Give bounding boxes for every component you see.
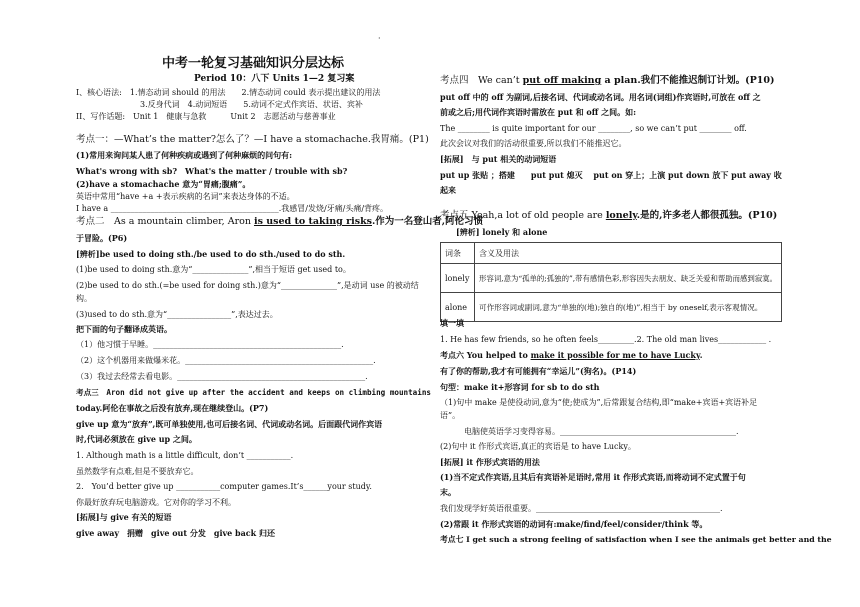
point-2-line-k: （3）我过去经常去看电影。_______________________________________________. xyxy=(76,372,368,381)
page-subtitle: Period 10：八下 Units 1—2 复习案 xyxy=(194,74,355,84)
point-4-line-b: 前或之后;用代词作宾语时需放在 put 和 off 之间。如: xyxy=(440,107,637,117)
point-6-line-a: 有了你的帮助,我才有可能拥有“幸运儿”(狗名)。(P14) xyxy=(440,366,637,376)
point-2-line-b: 于冒险。(P6) xyxy=(76,233,128,243)
point-2-line-i: （1）他习惯于早睡。_______________________________________________. xyxy=(76,340,344,349)
point-3-line-i: [拓展]与 give 有关的短语 xyxy=(76,512,172,522)
point-4-underline: put off making xyxy=(522,75,602,86)
point-2-underline: is used to taking risks xyxy=(253,216,372,227)
point-2-line-d: (1)be used to doing sth.意为“______________”,相当于短语 get used to。 xyxy=(76,265,351,274)
point-6-line-b: 句型：make it+形容词 for sb to do sth xyxy=(440,382,600,392)
point-3-line-c: give up 意为“放弃”,既可单独使用,也可后接名词、代词或动名词。后面跟代词作宾语 xyxy=(76,419,383,429)
point-2-heading xyxy=(76,216,483,227)
point-6-line-i: 末。 xyxy=(440,487,456,497)
table-header-cell: 词条 xyxy=(441,243,475,264)
point-6-line-k: (2)常跟 it 作形式宾语的动词有:make/find/feel/consider/think 等。 xyxy=(440,519,708,529)
point-3-line-g: 2. You’d better give up ___________computer games.It’s______your study. xyxy=(76,482,372,491)
point-3-line-j: give away 捐赠 give out 分发 give back 归还 xyxy=(76,528,275,538)
point-4-line-f: put up 张贴 ；搭建 put put 熄灭 put on 穿上；上演 put down 放下 put away 收 xyxy=(440,170,782,180)
point-1-line-b: What's wrong with sb? What's the matter / trouble with sb? xyxy=(76,166,348,176)
table-header-row xyxy=(441,243,782,264)
point-5-prefix: 考点五 Yeah,a lot of old people are xyxy=(440,210,606,221)
point-4-line-a: put off 中的 off 为副词,后接名词、代词或动名词。用名词(词组)作宾语时,可放在 off 之 xyxy=(440,92,761,102)
point-6-heading xyxy=(440,350,702,361)
header-dot: · xyxy=(378,34,381,43)
point-3-line-e: 1. Although math is a little difficult, don’t ___________. xyxy=(76,451,294,460)
point-6-line-g: [拓展] it 作形式宾语的用法 xyxy=(440,457,540,467)
point-3-heading: 考点三 Aron did not give up after the accident and keeps on climbing mountains xyxy=(76,388,431,397)
point-4-suffix: a plan.我们不能推迟制订计划。(P10) xyxy=(601,75,775,86)
core-grammar-line2: 3.反身代词 4.动词短语 5.动词不定式作宾语、状语、宾补 xyxy=(140,100,363,109)
point-5-heading xyxy=(440,210,777,221)
writing-topics: II、写作话题: Unit 1 健康与急救 Unit 2 志愿活动与慈善事业 xyxy=(76,112,336,121)
point-4-line-e: [拓展] 与 put 相关的动词短语 xyxy=(440,154,557,164)
point-6-prefix: 考点六 You helped to xyxy=(440,350,531,360)
point-6-line-e: 电脑使英语学习变得容易。____________________________________________. xyxy=(464,427,739,436)
point-4-heading xyxy=(440,75,774,86)
page-title: 中考一轮复习基础知识分层达标 xyxy=(162,56,345,71)
point-2-prefix: 考点二 As a mountain climber, Aron xyxy=(76,216,254,227)
point-6-underline: make it possible for me to have Lucky xyxy=(530,350,700,360)
table-cell: 形容词,意为“孤单的;孤独的”,带有感情色彩,形容因失去朋友、缺乏关爱和帮助而感到寂寞。 xyxy=(475,264,782,293)
point-2-line-j: （2）这个机器用来做爆米花。_______________________________________________. xyxy=(76,356,376,365)
table-cell: alone xyxy=(441,293,475,322)
lonely-alone-table xyxy=(440,242,782,322)
point-6-line-h: (1)当不定式作宾语,且其后有宾语补足语时,常用 it 作形式宾语,而将动词不定式置于句 xyxy=(440,472,746,482)
table-row xyxy=(441,293,782,322)
point-2-line-f: 构。 xyxy=(76,294,92,303)
point-6-line-c: （1)句中 make 是使役动词,意为“使;使成为”,后常跟复合结构,即“make+宾语+宾语补足 xyxy=(440,398,758,407)
point-6-suffix: . xyxy=(699,350,703,360)
point-3-line-d: 时,代词必须放在 give up 之间。 xyxy=(76,434,197,444)
point-5-line-b: 填一填 xyxy=(440,318,464,328)
core-grammar-line1: I、核心语法: 1.情态动词 should 的用法 2.情态动词 could 表示提出建议的用法 xyxy=(76,88,381,97)
point-2-line-h: 把下面的句子翻译成英语。 xyxy=(76,324,172,334)
point-5-line-a: [辨析] lonely 和 alone xyxy=(456,227,548,237)
table-cell: 可作形容词或副词,意为“单独的(地);独自的(地)”,相当于 by oneself,表示客观情况。 xyxy=(475,293,782,322)
point-4-line-g: 起来 xyxy=(440,185,456,195)
point-5-underline: lonely xyxy=(605,210,637,221)
point-6-line-d: 语”。 xyxy=(440,411,461,420)
point-2-suffix: .作为一名登山者,阿伦习惯 xyxy=(372,216,484,227)
point-6-line-j: 我们发现学好英语很重要。______________________________________________. xyxy=(440,504,723,513)
point-4-line-d: 此次会议对我们的活动很重要,所以我们不能推迟它。 xyxy=(440,139,627,148)
point-3-line-f: 虽然数学有点难,但是不要放弃它。 xyxy=(76,467,199,476)
table-header-cell: 含义及用法 xyxy=(475,243,782,264)
point-4-prefix: 考点四 We can’t xyxy=(440,75,523,86)
point-1-line-a: (1)常用来询问某人患了何种疾病或遇到了何种麻烦的问句有: xyxy=(76,150,293,160)
table-cell: lonely xyxy=(441,264,475,293)
point-2-line-c: [辨析]be used to doing sth./be used to do sth./used to do sth. xyxy=(76,249,346,259)
table-row xyxy=(441,264,782,293)
point-2-line-g: (3)used to do sth.意为“________________”,表达过去。 xyxy=(76,310,278,319)
point-2-line-e: (2)be used to do sth.(=be used for doing sth.)意为“______________”,是动词 use 的被动结 xyxy=(76,281,419,290)
point-1-line-d: 英语中常用“have +a +表示疾病的名词”来表达身体的不适。 xyxy=(76,192,295,201)
point-5-suffix: .是的,许多老人都很孤独。(P10) xyxy=(636,210,778,221)
point-6-line-f: (2)句中 it 作形式宾语,真正的宾语是 to have Lucky。 xyxy=(440,442,636,451)
point-4-line-c: The ________ is quite important for our ________, so we can’t put ________ off. xyxy=(440,124,747,133)
point-1-line-c: (2)have a stomachache 意为“胃痛;腹痛”。 xyxy=(76,179,251,189)
point-3-line-b: today.阿伦在事故之后没有放弃,现在继续登山。(P7) xyxy=(76,403,269,413)
point-1-line-e: I have a __________________________________________.我感冒/发烧/牙痛/头痛/背疼。 xyxy=(76,204,389,213)
point-1-heading: 考点一：—What’s the matter?怎么了？—I have a stomachache.我胃痛。(P1) xyxy=(76,134,429,145)
point-5-line-c: 1. He has few friends, so he often feels_________.2. The old man lives____________ . xyxy=(440,335,772,344)
point-7-heading: 考点七 I get such a strong feeling of satisfaction when I see the animals get better and the xyxy=(440,535,832,544)
point-3-line-h: 你最好放弃玩电脑游戏。它对你的学习不利。 xyxy=(76,498,236,507)
